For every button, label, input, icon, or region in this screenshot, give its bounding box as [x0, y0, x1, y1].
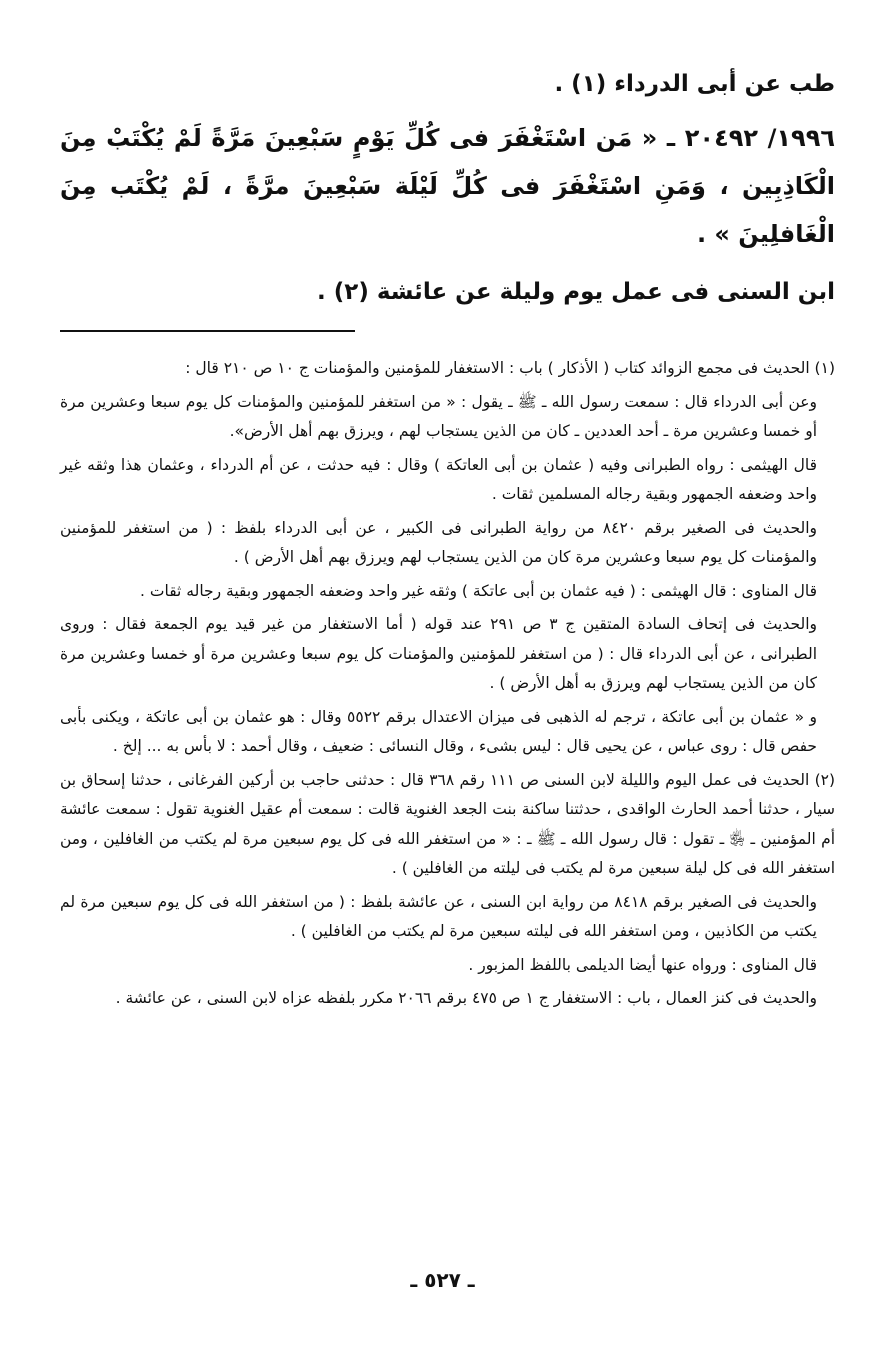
footnote-1-para: قال المناوى : قال الهيثمى : ( فيه عثمان بن أبى عاتكة ) وثقه غير واحد وضعفه الجمهور وبقية رجاله ثقات .: [140, 581, 817, 600]
footnote-1-head: (١) الحديث فى مجمع الزوائد كتاب ( الأذكار ) باب : الاستغفار للمؤمنين والمؤمنات ج ١٠ ص ٢١٠ قال :: [185, 359, 835, 377]
hadith-text: ١٩٩٦/ ٢٠٤٩٢ ـ « مَن اسْتَغْفَرَ فى كُلِّ يَوْمٍ سَبْعِينَ مَرَّةً لَمْ يُكْتَبْ مِنَ الْكَاذِبِين ، وَمَنِ اسْتَغْفَرَ فى كُلِّ لَيْلَة سَبْعِينَ مرَّةً ، لَمْ يُكْتَب مِنَ الْغَافلِينَ » .: [60, 124, 835, 248]
footnote-1-para: قال الهيثمى : رواه الطبرانى وفيه ( عثمان بن أبى العاتكة ) وقال : فيه حدثت ، عن أم الدرداء ، وعثمان هذا وثقه غير واحد وضعفه الجمهور وبقية رجاله المسلمين ثقات .: [60, 455, 817, 503]
footnote-separator: [60, 330, 355, 332]
footnote-1-para: و « عثمان بن أبى عاتكة ، ترجم له الذهبى فى ميزان الاعتدال برقم ٥٥٢٢ وقال : هو عثمان بن أبى عاتكة ، ويكنى بأبى حفص قال : روى عباس ، عن يحيى قال : ليس بشىء ، وقال النسائى : ضعيف ، وقال أحمد : لا بأس به ... إلخ .: [60, 707, 817, 755]
footnote-2-para: والحديث فى كنز العمال ، باب : الاستغفار ج ١ ص ٤٧٥ برقم ٢٠٦٦ مكرر بلفظه عزاه لابن السنى ، عن عائشة .: [115, 989, 817, 1007]
main-text: [60, 60, 835, 316]
page: [60, 60, 836, 1007]
footnote-1-para: والحديث فى إتحاف السادة المتقين ج ٣ ص ٢٩١ عند قوله ( أما الاستغفار من غير قيد يوم الجمعة فقال : وروى الطبرانى ، عن أبى الدرداء قال : ( من استغفر للمؤمنين والمؤمنات كل يوم سبعا وعشرين مرة أو خمسا وعشرين مرة كان من الذين يستجاب لهم ويرزق به أهل الأرض ) .: [60, 615, 818, 692]
page-number: ـ ٥٢٧ ـ: [410, 1268, 475, 1292]
footnote-1-para: والحديث فى الصغير برقم ٨٤٢٠ من رواية الطبرانى فى الكبير ، عن أبى الدرداء بلفظ : ( من استغفر للمؤمنين والمؤمنات كل يوم سبعا وعشرين مرة كان من الذين يستجاب لهم ويرزق بهم أهل الأرض ) .: [60, 518, 817, 566]
footnote-1-para: وعن أبى الدرداء قال : سمعت رسول الله ـ ﷺ ـ يقول : « من استغفر للمؤمنين والمؤمنات كل يوم سبعا وعشرين مرة أو خمسا وعشرين مرة ـ أحد العددين ـ كان من الذين يستجاب لهم ، ويرزق بهم أهل الأرض».: [60, 392, 817, 440]
footnote-2-para: والحديث فى الصغير برقم ٨٤١٨ من رواية ابن السنى ، عن عائشة بلفظ : ( من استغفر الله فى كل يوم سبعين مرة لم يكتب من الكاذبين ، ومن استغفر الله فى ليلته سبعين مرة لم يكتب من الغافلين ) .: [60, 892, 818, 940]
footnote-2-head: (٢) الحديث فى عمل اليوم والليلة لابن السنى ص ١١١ رقم ٣٦٨ قال : حدثنى حاجب بن أركين الفرغانى ، حدثنا إسحاق بن سيار ، حدثنا أحمد الحارث الواقدى ، حدثتنا ساكنة بنت الجعد الغنوية قالت : سمعت أم عقيل الغنوية تقول : سمعت عائشة أم المؤمنين ـ ﵂ ـ تقول : قال رسول الله ـ ﷺ ـ : « من استغفر الله فى كل يوم سبعين مرة لم يكتب من الغافلين ، ومن استغفر الله فى كل ليلة سبعين مرة لم يكتب فى ليلته من الغافلين ) .: [60, 770, 836, 877]
source-line-1: طب عن أبى الدرداء (١) .: [554, 71, 835, 97]
footnote-2-para: قال المناوى : ورواه عنها أيضا الديلمى باللفظ المزبور .: [468, 955, 817, 974]
source-line-2: ابن السنى فى عمل يوم وليلة عن عائشة (٢) .: [317, 279, 835, 305]
footnotes: [60, 354, 835, 1018]
